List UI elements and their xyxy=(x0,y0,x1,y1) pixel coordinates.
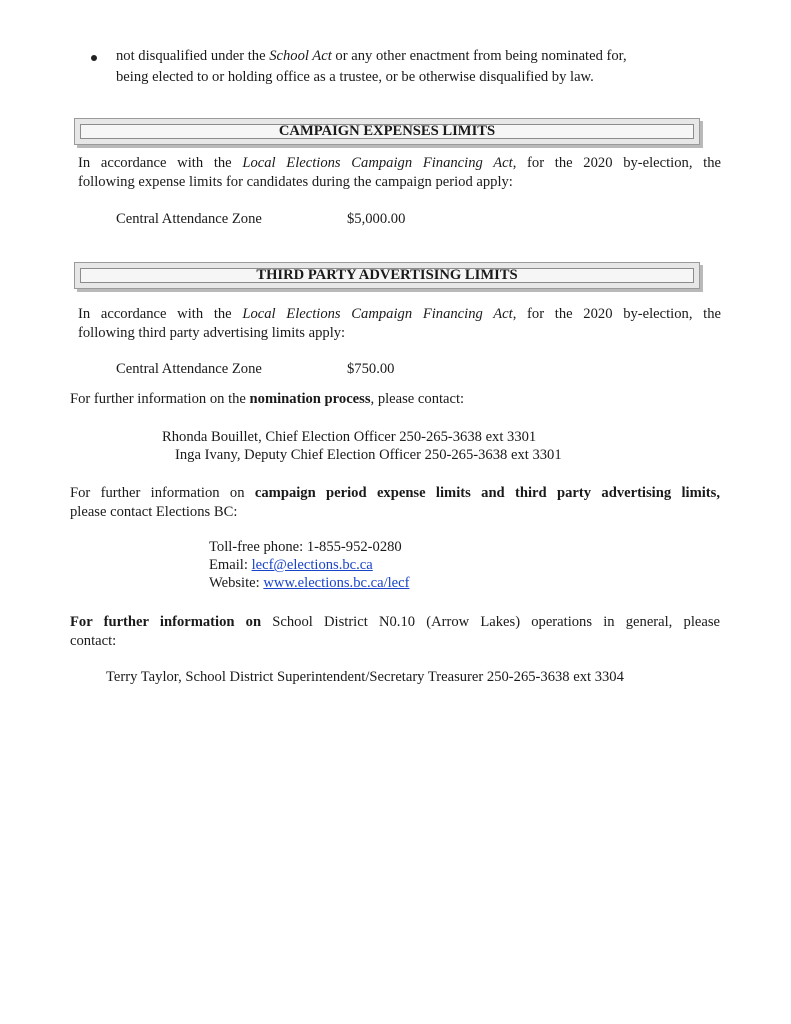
third-party-intro-line-2: following third party advertising limits apply: xyxy=(78,325,346,341)
campaign-expenses-heading-banner xyxy=(74,118,700,145)
nomination-contact-2: Inga Ivany, Deputy Chief Election Officer 250-265-3638 ext 3301 xyxy=(175,447,562,463)
district-paragraph xyxy=(70,613,720,651)
third-party-zone-amount: $750.00 xyxy=(347,361,395,377)
district-line-1: For further information on School District N0.10 (Arrow Lakes) operations in general, please xyxy=(70,614,720,630)
elections-bc-phone: Toll-free phone: 1-855-952-0280 xyxy=(209,539,402,555)
nomination-info-line: For further information on the nomination process, please contact: xyxy=(70,391,465,407)
elections-bc-website-link[interactable]: www.elections.bc.ca/lecf xyxy=(263,575,410,591)
nomination-contact-1: Rhonda Bouillet, Chief Election Officer 250-265-3638 ext 3301 xyxy=(162,429,537,445)
elections-bc-email-link[interactable]: lecf@elections.bc.ca xyxy=(251,557,373,573)
campaign-zone-label: Central Attendance Zone xyxy=(116,211,262,227)
district-contact: Terry Taylor, School District Superintendent/Secretary Treasurer 250-265-3638 ext 3304 xyxy=(106,669,624,685)
third-party-heading: THIRD PARTY ADVERTISING LIMITS xyxy=(80,268,694,283)
elections-bc-email: Email: lecf@elections.bc.ca xyxy=(209,557,373,573)
campaign-expenses-paragraph xyxy=(78,154,721,192)
campaign-expenses-heading: CAMPAIGN EXPENSES LIMITS xyxy=(80,124,694,139)
district-line-2: contact: xyxy=(70,633,117,649)
campaign-zone-amount: $5,000.00 xyxy=(347,211,406,227)
bullet-line-1: not disqualified under the School Act or any other enactment from being nominated for, xyxy=(116,48,627,64)
campaign-intro-line-2: following expense limits for candidates during the campaign period apply: xyxy=(78,174,513,190)
elections-bc-line-1: For further information on campaign period expense limits and third party advertising limits, xyxy=(70,485,720,501)
third-party-intro-line-1: In accordance with the Local Elections Campaign Financing Act, for the 2020 by-election, the xyxy=(78,306,722,322)
elections-bc-website: Website: www.elections.bc.ca/lecf xyxy=(209,575,410,591)
bullet-line-2: being elected to or holding office as a trustee, or be otherwise disqualified by law. xyxy=(116,69,594,85)
campaign-intro-line-1: In accordance with the Local Elections Campaign Financing Act, for the 2020 by-election, the xyxy=(78,155,722,171)
third-party-zone-label: Central Attendance Zone xyxy=(116,361,262,377)
bullet-icon xyxy=(91,55,97,61)
elections-bc-paragraph xyxy=(70,484,720,522)
third-party-heading-banner xyxy=(74,262,700,289)
third-party-paragraph xyxy=(78,305,721,343)
elections-bc-line-2: please contact Elections BC: xyxy=(70,504,238,520)
